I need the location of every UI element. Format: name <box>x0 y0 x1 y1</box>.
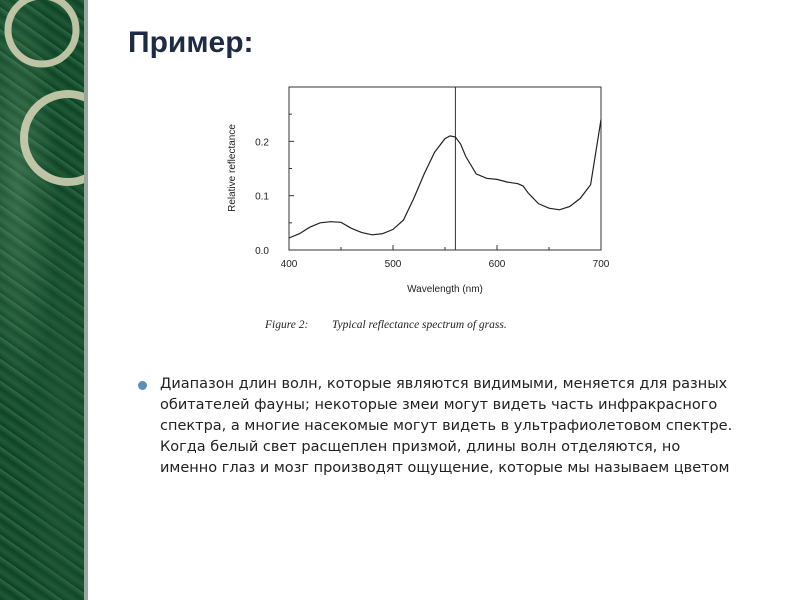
decorative-green-strip <box>0 0 88 600</box>
y-tick-label: 0.0 <box>255 246 269 257</box>
reflectance-chart <box>220 80 620 340</box>
y-tick-label: 0.1 <box>255 191 269 203</box>
y-tick-label: 0.2 <box>255 137 269 149</box>
figure-caption-text: Typical reflectance spectrum of grass. <box>332 319 507 331</box>
bullet-paragraph: Диапазон длин волн, которые являются видимыми, меняется для разных обитателей фауны; некоторые змеи могут видеть часть инфракрасного спектра, а многие насекомые могут видеть в ультрафиолетовом спектре. Когда белый свет расщеплен призмой, длины волн отделяются, но именно глаз и мозг производят ощущение, которые мы называем цветом <box>160 376 733 476</box>
bullet-icon <box>138 381 147 390</box>
series-line-grass <box>289 120 601 238</box>
x-tick-label: 700 <box>592 259 610 270</box>
decorative-circles-icon <box>0 0 88 600</box>
figure-caption-label: Figure 2: <box>265 319 309 331</box>
x-tick-label: 400 <box>280 259 298 270</box>
plot-frame <box>289 87 601 250</box>
slide-title: Пример: <box>128 26 254 59</box>
x-tick-label: 500 <box>384 259 402 270</box>
x-axis-label: Wavelength (nm) <box>407 284 483 295</box>
x-tick-label: 600 <box>488 259 506 270</box>
bullet-list <box>138 374 738 479</box>
y-axis-label: Relative reflectance <box>227 124 238 212</box>
